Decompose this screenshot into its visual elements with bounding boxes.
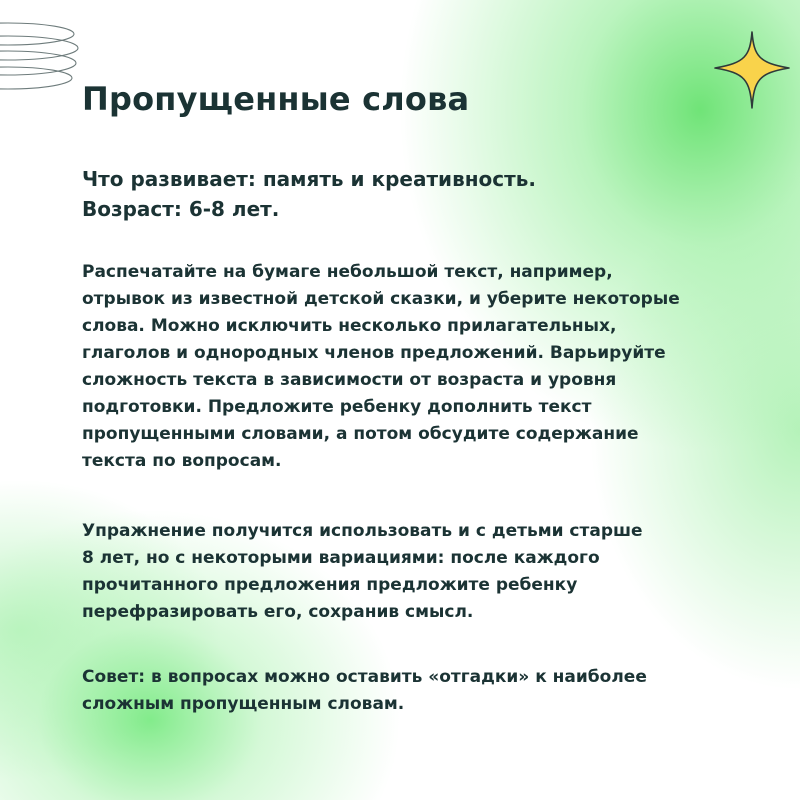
develops-line: Что развивает: память и креативность. (82, 167, 536, 191)
text-line: Распечатайте на бумаге небольшой текст, например, (82, 262, 613, 282)
text-line: сложным пропущенным словам. (82, 694, 405, 714)
text-line: подготовки. Предложите ребенку дополнить текст (82, 397, 592, 417)
page-title: Пропущенные слова (82, 80, 470, 118)
text-line: сложность текста в зависимости от возраста и уровня (82, 370, 617, 390)
text-line: Совет: в вопросах можно оставить «отгадки» к наиболее (82, 667, 647, 687)
exercise-meta (82, 164, 536, 224)
age-line: Возраст: 6-8 лет. (82, 197, 280, 221)
text-line: слова. Можно исключить несколько прилагательных, (82, 316, 617, 336)
text-line: прочитанного предложения предложите ребенку (82, 575, 578, 595)
older-children-paragraph (82, 518, 643, 626)
text-line: Упражнение получится использовать и с детьми старше (82, 521, 643, 541)
text-line: пропущенными словами, а потом обсудите содержание (82, 424, 639, 444)
text-line: отрывок из известной детской сказки, и уберите некоторые (82, 289, 680, 309)
text-line: глаголов и однородных членов предложений. Варьируйте (82, 343, 666, 363)
text-line: перефразировать его, сохранив смысл. (82, 602, 474, 622)
tip-paragraph (82, 664, 647, 718)
text-line: текста по вопросам. (82, 451, 282, 471)
instructions-paragraph (82, 259, 680, 475)
text-line: 8 лет, но с некоторыми вариациями: после каждого (82, 548, 600, 568)
